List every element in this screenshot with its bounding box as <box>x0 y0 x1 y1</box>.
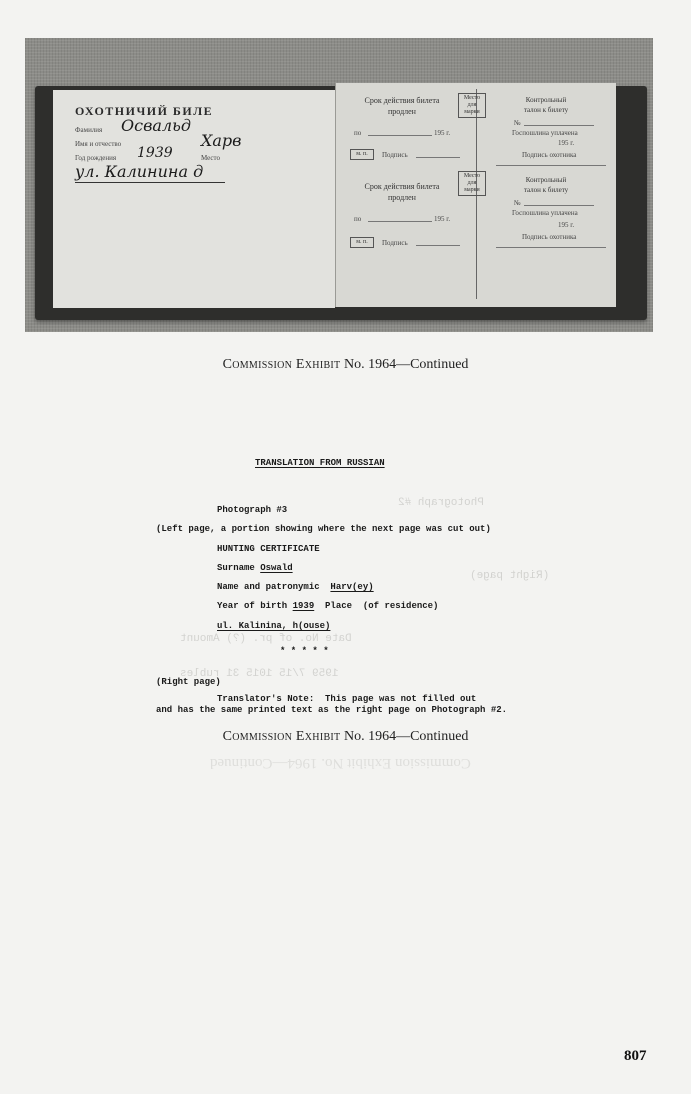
translator-note-line1: Translator's Note: This page was not filled out <box>217 694 477 704</box>
stamp-place-top: Место для марки <box>458 93 486 118</box>
bleed-through-text: 1959 7/15 1015 31 rubles <box>180 668 339 680</box>
page-number: 807 <box>624 1048 647 1064</box>
fee-paid-top: Госпошлина уплачена <box>512 129 578 137</box>
name-value: Harv(ey) <box>330 582 374 592</box>
signature-label-bottom: Подпись <box>382 239 408 247</box>
certificate-right-page <box>335 83 616 307</box>
translator-note-line2: and has the same printed text as the right page on Photograph #2. <box>156 705 508 715</box>
number-line-bottom <box>524 205 594 206</box>
birth-line <box>217 601 438 611</box>
name-label: Имя и отчество <box>75 140 122 148</box>
control-coupon-bottom: Контрольный талон к билету <box>523 176 569 194</box>
name-line <box>217 582 374 592</box>
mp-box-top: м. п. <box>350 149 374 160</box>
number-label-top: № <box>514 119 521 127</box>
coupon-bottom-line <box>496 247 606 248</box>
signature-label-top: Подпись <box>382 151 408 159</box>
name-label: Name and patronymic <box>217 582 331 592</box>
address-value: ul. Kalinina, h(ouse) <box>217 621 331 631</box>
mp-box-bottom: м. п. <box>350 237 374 248</box>
extended-top-label: Срок действия билета продлен <box>364 96 440 116</box>
date-line-top <box>368 135 432 136</box>
surname-value: Oswald <box>260 563 293 573</box>
number-line-top <box>524 125 594 126</box>
birth-year-label: Год рождения <box>75 154 117 162</box>
year-label-bottom: 195 г. <box>434 215 451 223</box>
caption-smallcaps: Commission Exhibit <box>222 357 341 372</box>
certificate-left-page <box>53 90 335 308</box>
year-label-top: 195 г. <box>434 129 451 137</box>
place-label: Place (of residence) <box>314 601 439 611</box>
control-coupon-top: Контрольный талон к билету <box>523 96 569 114</box>
translation-heading: TRANSLATION FROM RUSSIAN <box>255 458 385 468</box>
bleed-through-text: Date No. of pr. (?) Amount <box>180 633 352 645</box>
fee-paid-bottom: Госпошлина уплачена <box>512 209 578 217</box>
surname-handwriting: Освальд <box>121 116 191 135</box>
bleed-through-caption: Commission Exhibit No. 1964—Continued <box>210 755 471 771</box>
caption-smallcaps: Commission Exhibit <box>222 729 341 744</box>
fee-year-bottom: 195 г. <box>558 221 575 229</box>
bleed-through-text: (Right page) <box>470 570 550 582</box>
year-value: 1939 <box>292 601 315 611</box>
signature-line-bottom <box>416 245 460 246</box>
fee-year-top: 195 г. <box>558 139 575 147</box>
name-handwriting: Харв <box>201 131 242 150</box>
hunter-signature-bottom: Подпись охотника <box>522 233 577 241</box>
surname-label: Surname <box>217 563 261 573</box>
date-line-bottom <box>368 221 432 222</box>
coupon-divider <box>496 165 606 166</box>
exhibit-caption-top <box>0 357 691 373</box>
hunter-signature-top: Подпись охотника <box>522 151 577 159</box>
year-label: Year of birth <box>217 601 293 611</box>
extended-bottom-label: Срок действия билета продлен <box>364 182 440 202</box>
surname-label: Фамилия <box>75 126 103 134</box>
birth-year-handwriting: 1939 <box>137 145 173 161</box>
section-stars: * * * * * <box>280 646 329 656</box>
stamp-place-bottom: Место для марки <box>458 171 486 196</box>
photograph-reference: Photograph #3 <box>217 505 288 515</box>
ticket-title: ОХОТНИЧИЙ БИЛЕ <box>75 104 214 118</box>
until-label-bottom: по <box>354 215 362 223</box>
caption-rest: No. 1964—Continued <box>340 729 469 744</box>
caption-rest: No. 1964—Continued <box>340 357 469 372</box>
left-page-note: (Left page, a portion showing where the next page was cut out) <box>156 524 491 534</box>
hunting-certificate-photo <box>25 38 653 332</box>
number-label-bottom: № <box>514 199 521 207</box>
address-handwriting: ул. Калинина д <box>75 162 204 181</box>
address-underline <box>75 182 225 183</box>
bleed-through-text: Photograph #2 <box>398 497 484 509</box>
right-page-label: (Right page) <box>156 677 221 687</box>
until-label-top: по <box>354 129 362 137</box>
signature-line-top <box>416 157 460 158</box>
exhibit-caption-bottom <box>0 729 691 745</box>
certificate-title: HUNTING CERTIFICATE <box>217 544 320 554</box>
surname-line <box>217 563 293 573</box>
place-label: Место <box>201 154 220 162</box>
